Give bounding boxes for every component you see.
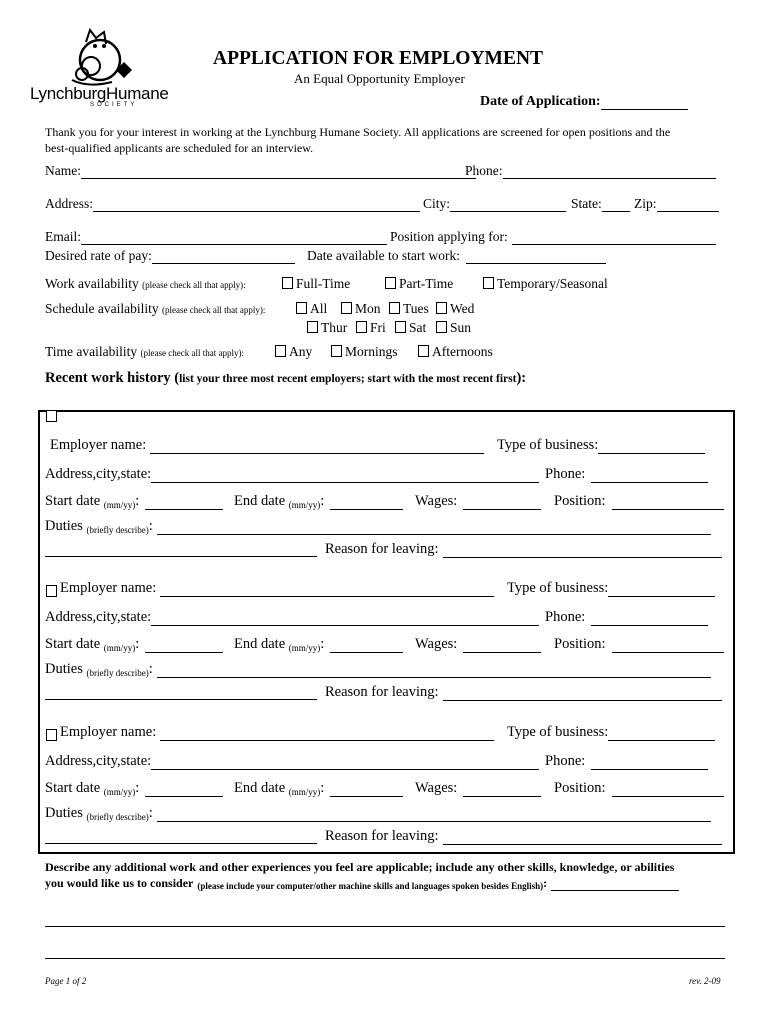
business-type-label: Type of business: (497, 437, 599, 453)
employer-position-label: Position: (554, 780, 606, 796)
work-fulltime-option[interactable]: Full-Time (282, 276, 350, 292)
phone-field[interactable] (465, 163, 716, 179)
end-date-label: End date (234, 636, 286, 652)
employer-3-position-field[interactable] (554, 780, 724, 797)
date-format-note: (mm/yy) (103, 787, 136, 797)
employer-1-end-date-field[interactable]: End date (mm/yy) : (234, 493, 403, 510)
phone-label: Phone: (465, 163, 503, 178)
duties-label: Duties (45, 518, 83, 534)
address-label: Address: (45, 196, 93, 211)
work-availability-note: (please check all that apply): (142, 280, 246, 290)
employer-address-label: Address,city,state: (45, 753, 152, 769)
employer-1-start-date-field[interactable]: Start date (mm/yy) : (45, 493, 223, 510)
checkbox[interactable] (436, 302, 447, 314)
employer-2-name-field[interactable] (46, 580, 494, 597)
time-afternoons-option[interactable]: Afternoons (418, 344, 493, 360)
work-availability-label: Work availability (please check all that apply): (45, 276, 246, 291)
schedule-tues-option[interactable]: Tues (389, 301, 429, 317)
employer-3-name-field[interactable] (46, 724, 494, 741)
employer-phone-label: Phone: (545, 753, 586, 769)
duties-note: (briefly describe) (86, 668, 149, 678)
position-applying-label: Position applying for: (390, 229, 508, 244)
checkbox[interactable] (341, 302, 352, 314)
desired-rate-label: Desired rate of pay: (45, 248, 152, 263)
employer-name-label: Employer name: (60, 724, 157, 740)
email-label: Email: (45, 229, 81, 244)
logo (28, 22, 169, 110)
wages-label: Wages: (415, 780, 458, 796)
recent-work-note: list your three most recent employers; start with the most recent first (179, 373, 517, 385)
duties-note: (briefly describe) (86, 812, 149, 822)
date-format-note: (mm/yy) (288, 500, 321, 510)
employer-1-wages-field[interactable] (415, 493, 541, 510)
employer-1-position-field[interactable] (554, 493, 724, 510)
duties-label: Duties (45, 805, 83, 821)
business-type-label: Type of business: (507, 724, 609, 740)
checkbox[interactable] (436, 321, 447, 333)
name-label: Name: (45, 163, 81, 178)
reason-label: Reason for leaving: (325, 828, 439, 844)
employer-1-business-type-field[interactable] (497, 437, 705, 454)
schedule-availability-note: (please check all that apply): (161, 305, 266, 315)
city-label: City: (423, 196, 451, 211)
intro-text-2: best-qualified applicants are scheduled for an interview. (45, 141, 314, 155)
state-field[interactable] (571, 196, 630, 212)
email-field[interactable] (45, 229, 387, 245)
date-of-application-field[interactable] (480, 94, 688, 110)
employer-2-phone-field[interactable] (545, 609, 708, 626)
employer-1-name-field[interactable] (50, 437, 484, 454)
time-availability-label: Time availability (please check all that apply): (45, 344, 244, 359)
schedule-sat-option[interactable]: Sat (395, 320, 426, 336)
zip-field[interactable] (634, 196, 719, 212)
start-date-label: Start date (45, 780, 101, 796)
start-date-label: Start date (45, 493, 101, 509)
employer-1-duties-field[interactable]: Duties (briefly describe) : (45, 518, 711, 535)
employer-2-position-field[interactable] (554, 636, 724, 653)
date-format-note: (mm/yy) (103, 500, 136, 510)
checkbox[interactable] (389, 302, 400, 314)
wages-label: Wages: (415, 636, 458, 652)
name-field[interactable] (45, 163, 476, 179)
employer-position-label: Position: (554, 493, 606, 509)
checkbox[interactable] (275, 345, 286, 357)
employer-3-reason-field[interactable] (325, 828, 722, 845)
employer-1-phone-field[interactable] (545, 466, 708, 483)
state-label: State: (571, 196, 602, 211)
additional-answer-line-1[interactable] (45, 926, 725, 927)
checkbox[interactable] (356, 321, 367, 333)
employer-3-checkbox[interactable] (46, 729, 57, 741)
page-title: APPLICATION FOR EMPLOYMENT (213, 48, 544, 69)
additional-line-1: Describe any additional work and other experiences you feel are applicable; include any other skills, knowledge, or abilities (45, 860, 675, 874)
employer-address-label: Address,city,state: (45, 466, 152, 482)
employer-name-label: Employer name: (60, 580, 157, 596)
duties-note: (briefly describe) (86, 525, 149, 535)
checkbox[interactable] (483, 277, 494, 289)
employer-2-duties-field[interactable]: Duties (briefly describe) : (45, 661, 711, 678)
employer-3-duties-line[interactable] (45, 843, 317, 844)
work-parttime-option[interactable]: Part-Time (385, 276, 453, 292)
employer-phone-label: Phone: (545, 466, 586, 482)
employer-1-checkbox[interactable] (46, 410, 57, 422)
logo-name: LynchburgHumane (30, 84, 169, 103)
date-of-application-label: Date of Application: (480, 94, 601, 109)
additional-colon: : (543, 876, 548, 890)
employer-3-duties-field[interactable]: Duties (briefly describe) : (45, 805, 711, 822)
employer-2-checkbox[interactable] (46, 585, 57, 597)
checkbox[interactable] (296, 302, 307, 314)
address-field[interactable] (45, 196, 420, 212)
date-available-label: Date available to start work: (307, 248, 460, 263)
employer-2-end-date-field[interactable]: End date (mm/yy) : (234, 636, 403, 653)
checkbox[interactable] (282, 277, 293, 289)
work-temporary-option[interactable]: Temporary/Seasonal (483, 276, 608, 292)
revision: rev. 2-09 (689, 976, 721, 986)
employer-1-duties-line[interactable] (45, 556, 317, 557)
employer-2-address-field[interactable] (45, 609, 539, 626)
desired-rate-field[interactable] (45, 248, 295, 264)
cat-dog-logo-icon (28, 22, 163, 92)
employer-phone-label: Phone: (545, 609, 586, 625)
business-type-label: Type of business: (507, 580, 609, 596)
employer-2-duties-line[interactable] (45, 699, 317, 700)
schedule-wed-option[interactable]: Wed (436, 301, 474, 317)
reason-label: Reason for leaving: (325, 541, 439, 557)
schedule-all-option[interactable]: All (296, 301, 327, 317)
checkbox[interactable] (307, 321, 318, 333)
recent-work-heading: Recent work history (list your three most recent employers; start with the most recent first): (45, 370, 527, 386)
employer-1-address-field[interactable] (45, 466, 539, 483)
employer-name-label: Employer name: (50, 437, 147, 453)
reason-label: Reason for leaving: (325, 684, 439, 700)
city-field[interactable] (423, 196, 566, 212)
checkbox[interactable] (418, 345, 429, 357)
checkbox[interactable] (385, 277, 396, 289)
employer-2-wages-field[interactable] (415, 636, 541, 653)
employer-2-start-date-field[interactable]: Start date (mm/yy) : (45, 636, 223, 653)
start-date-label: Start date (45, 636, 101, 652)
position-applying-field[interactable] (390, 229, 716, 245)
additional-answer-line-2[interactable] (45, 958, 725, 959)
employer-3-phone-field[interactable] (545, 753, 708, 770)
end-date-label: End date (234, 780, 286, 796)
employer-3-start-date-field[interactable]: Start date (mm/yy) : (45, 780, 223, 797)
employer-3-address-field[interactable] (45, 753, 539, 770)
employer-3-end-date-field[interactable]: End date (mm/yy) : (234, 780, 403, 797)
schedule-availability-label: Schedule availability (please check all that apply): (45, 301, 266, 316)
additional-line-2: you would like us to consider (45, 876, 194, 890)
end-date-label: End date (234, 493, 286, 509)
date-format-note: (mm/yy) (288, 643, 321, 653)
schedule-sun-option[interactable]: Sun (436, 320, 471, 336)
zip-label: Zip: (634, 196, 657, 211)
intro-text: Thank you for your interest in working at the Lynchburg Humane Society. All applications are screened for open positions and the (45, 125, 671, 139)
duties-label: Duties (45, 661, 83, 677)
wages-label: Wages: (415, 493, 458, 509)
page-subtitle: An Equal Opportunity Employer (294, 71, 465, 86)
date-format-note: (mm/yy) (288, 787, 321, 797)
date-format-note: (mm/yy) (103, 643, 136, 653)
additional-skills-field[interactable] (45, 876, 679, 891)
schedule-mon-option[interactable]: Mon (341, 301, 381, 317)
time-any-option[interactable]: Any (275, 344, 312, 360)
time-availability-note: (please check all that apply): (140, 348, 244, 358)
additional-note: (please include your computer/other machine skills and languages spoken besides English) (197, 881, 544, 891)
time-mornings-option[interactable]: Mornings (331, 344, 398, 360)
employer-address-label: Address,city,state: (45, 609, 152, 625)
page-number: Page 1 of 2 (45, 976, 87, 986)
checkbox[interactable] (395, 321, 406, 333)
employer-3-wages-field[interactable] (415, 780, 541, 797)
employer-2-business-type-field[interactable] (507, 580, 715, 597)
employer-3-business-type-field[interactable] (507, 724, 715, 741)
employer-2-reason-field[interactable] (325, 684, 722, 701)
schedule-fri-option[interactable]: Fri (356, 320, 386, 336)
employer-position-label: Position: (554, 636, 606, 652)
date-available-field[interactable] (307, 248, 606, 264)
logo-society: SOCIETY (90, 102, 138, 108)
checkbox[interactable] (331, 345, 342, 357)
employer-1-reason-field[interactable] (325, 541, 722, 558)
schedule-thur-option[interactable]: Thur (307, 320, 347, 336)
